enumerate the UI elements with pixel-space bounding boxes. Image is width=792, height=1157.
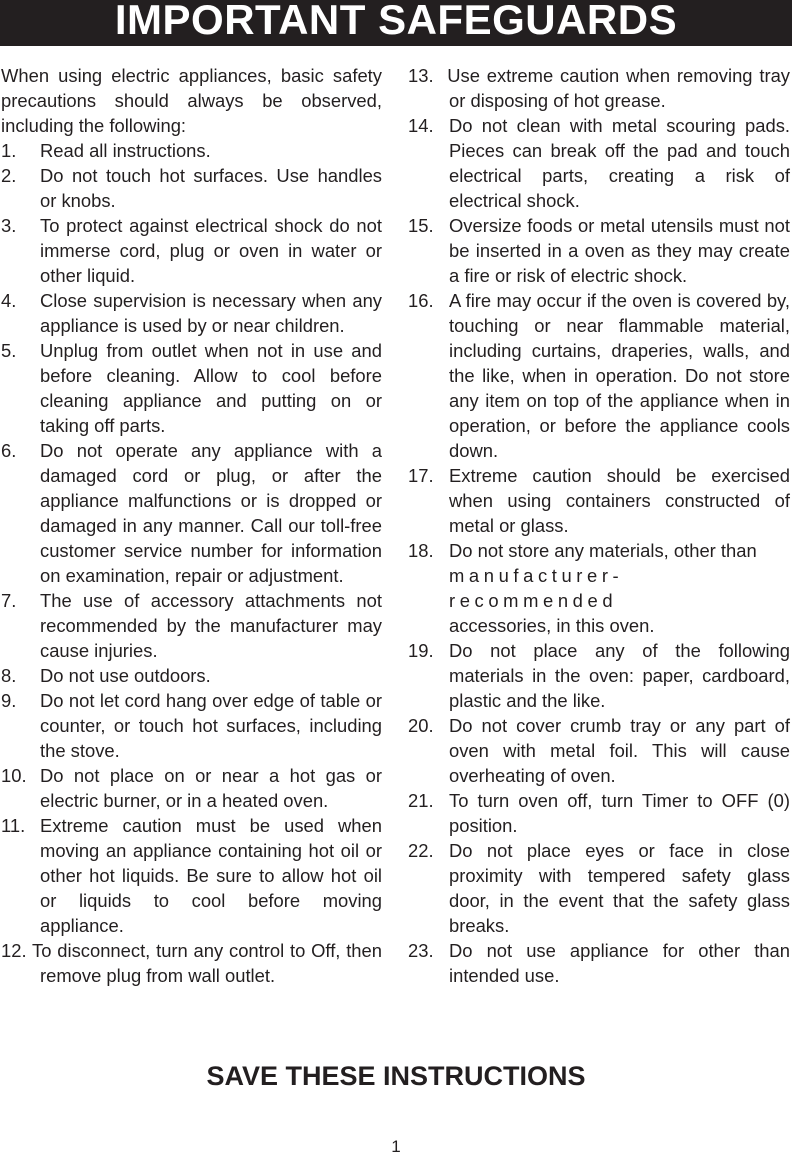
list-item — [1, 163, 382, 213]
list-item — [1, 763, 382, 813]
list-item — [408, 788, 790, 838]
item-number: 4. — [1, 290, 17, 311]
item-number: 21. — [408, 790, 434, 811]
item-number: 2. — [1, 165, 17, 186]
item-number: 14. — [408, 115, 434, 136]
item-text: To turn oven off, turn Timer to OFF (0) position. — [449, 790, 790, 836]
list-item — [408, 213, 790, 288]
item-text: Do not place any of the following materials in the oven: paper, cardboard, plastic and the like. — [449, 640, 790, 711]
item-number: 13. — [408, 65, 434, 86]
item-text — [449, 538, 790, 638]
item-text: Do not place on or near a hot gas or electric burner, or in a heated oven. — [40, 765, 382, 811]
item-text: To protect against electrical shock do not immerse cord, plug or oven in water or other liquid. — [40, 215, 382, 286]
page-title: IMPORTANT SAFEGUARDS — [0, 0, 792, 46]
item-number: 19. — [408, 640, 434, 661]
item-number: 6. — [1, 440, 17, 461]
right-column — [408, 63, 790, 988]
item-text: Do not operate any appliance with a damaged cord or plug, or after the appliance malfunctions or is dropped or damaged in any manner. Call our toll-free customer service number for information on examination, repair or adjustment. — [40, 440, 382, 586]
list-item — [1, 938, 382, 988]
item-number: 17. — [408, 465, 434, 486]
item-text: Do not place eyes or face in close proximity with tempered safety glass door, in the event that the safety glass breaks. — [449, 840, 790, 936]
item-text-spread: manufacturer-recommended — [449, 565, 624, 611]
list-item — [408, 113, 790, 213]
list-item — [408, 288, 790, 463]
item-number: 3. — [1, 215, 17, 236]
item-text: Close supervision is necessary when any appliance is used by or near children. — [40, 290, 382, 336]
item-text: Do not touch hot surfaces. Use handles or knobs. — [40, 165, 382, 211]
intro-paragraph: When using electric appliances, basic safety precautions should always be observed, including the following: — [1, 65, 382, 136]
list-item — [1, 438, 382, 588]
item-number: 20. — [408, 715, 434, 736]
item-text: The use of accessory attachments not recommended by the manufacturer may cause injuries. — [40, 590, 382, 661]
list-item — [1, 213, 382, 288]
list-item — [1, 338, 382, 438]
list-item — [1, 138, 382, 163]
item-number: 1. — [1, 140, 17, 161]
item-number: 10. — [1, 765, 27, 786]
page-number: 1 — [391, 1137, 401, 1156]
item-number: 9. — [1, 690, 17, 711]
save-instructions-heading: SAVE THESE INSTRUCTIONS — [206, 1061, 586, 1091]
list-item — [1, 688, 382, 763]
item-text: Extreme caution must be used when moving an appliance containing hot oil or other hot liquids. Be sure to allow hot oil or liquids to cool before moving appliance. — [40, 815, 382, 936]
item-text: Do not use appliance for other than intended use. — [449, 940, 790, 986]
item-number: 8. — [1, 665, 17, 686]
item-number: 12. — [1, 940, 27, 961]
item-text: Do not cover crumb tray or any part of oven with metal foil. This will cause overheating of oven. — [449, 715, 790, 786]
item-text: Do not use outdoors. — [40, 665, 211, 686]
item-number: 22. — [408, 840, 434, 861]
item-text: Do not clean with metal scouring pads. Pieces can break off the pad and touch electrical parts, creating a risk of electrical shock. — [449, 115, 790, 211]
list-item — [408, 713, 790, 788]
item-text-after: accessories, in this oven. — [449, 615, 655, 636]
item-number: 16. — [408, 290, 434, 311]
list-item — [408, 63, 790, 113]
item-text: Unplug from outlet when not in use and before cleaning. Allow to cool before cleaning appliance and putting on or taking off parts. — [40, 340, 382, 436]
item-text-before: Do not store any materials, other than — [449, 540, 757, 561]
item-text: A fire may occur if the oven is covered by, touching or near flammable material, including curtains, draperies, walls, and the like, when in operation. Do not store any item on top of the appliance when in operation, or before the appliance cools down. — [449, 290, 790, 461]
item-text: Oversize foods or metal utensils must not be inserted in a oven as they may create a fire or risk of electric shock. — [449, 215, 790, 286]
list-item — [408, 938, 790, 988]
item-text: To disconnect, turn any control to Off, then remove plug from wall outlet. — [32, 940, 382, 986]
item-number: 11. — [1, 815, 26, 836]
list-item — [408, 638, 790, 713]
item-text: Do not let cord hang over edge of table or counter, or touch hot surfaces, including the stove. — [40, 690, 382, 761]
list-item — [408, 463, 790, 538]
item-text: Extreme caution should be exercised when using containers constructed of metal or glass. — [449, 465, 790, 536]
list-item — [1, 663, 382, 688]
list-item — [1, 588, 382, 663]
list-item — [1, 288, 382, 338]
item-number: 7. — [1, 590, 17, 611]
item-number: 23. — [408, 940, 434, 961]
list-item — [1, 813, 382, 938]
item-text: Use extreme caution when removing tray or disposing of hot grease. — [447, 65, 790, 111]
item-number: 5. — [1, 340, 17, 361]
item-number: 18. — [408, 540, 434, 561]
left-column — [1, 63, 382, 988]
list-item — [408, 538, 790, 638]
list-item — [408, 838, 790, 938]
item-text: Read all instructions. — [40, 140, 211, 161]
item-number: 15. — [408, 215, 434, 236]
